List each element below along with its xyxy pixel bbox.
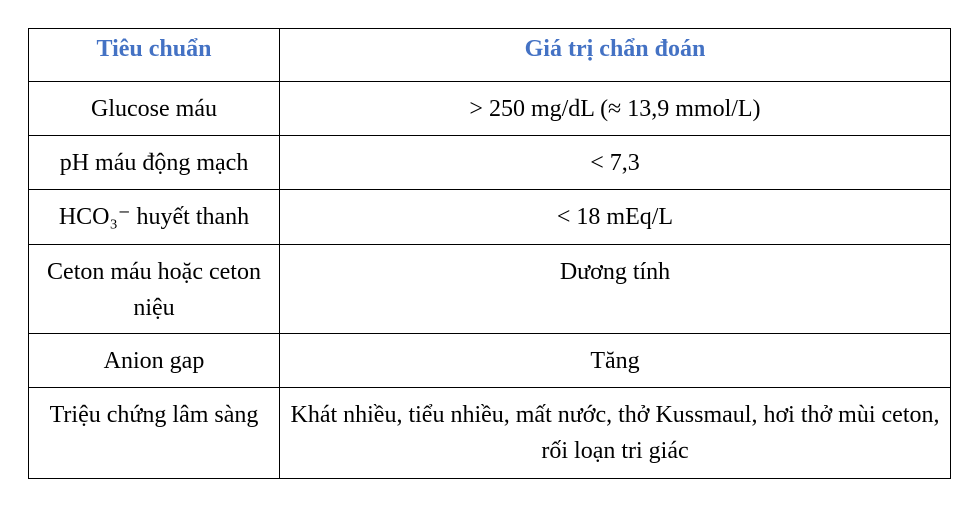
- criterion-cell: pH máu động mạch: [29, 136, 280, 190]
- header-criterion: Tiêu chuẩn: [29, 29, 280, 82]
- table-row: [29, 334, 951, 388]
- table-row: [29, 190, 951, 245]
- table-row: [29, 388, 951, 479]
- criterion-cell: HCO₃⁻ huyết thanh: [29, 190, 280, 245]
- value-cell: Dương tính: [280, 245, 951, 334]
- value-cell: < 18 mEq/L: [280, 190, 951, 245]
- criterion-cell: Glucose máu: [29, 82, 280, 136]
- criterion-cell: Triệu chứng lâm sàng: [29, 388, 280, 479]
- criterion-cell: Anion gap: [29, 334, 280, 388]
- diagnostic-criteria-table: [28, 28, 951, 479]
- criterion-cell: Ceton máu hoặc ceton niệu: [29, 245, 280, 334]
- table-row: [29, 82, 951, 136]
- header-diagnostic-value: Giá trị chẩn đoán: [280, 29, 951, 82]
- table-header-row: [29, 29, 951, 82]
- table-row: [29, 136, 951, 190]
- value-cell: Khát nhiều, tiểu nhiều, mất nước, thở Kussmaul, hơi thở mùi ceton, rối loạn tri giác: [280, 388, 951, 479]
- value-cell: > 250 mg/dL (≈ 13,9 mmol/L): [280, 82, 951, 136]
- value-cell: < 7,3: [280, 136, 951, 190]
- value-cell: Tăng: [280, 334, 951, 388]
- table-row: [29, 245, 951, 334]
